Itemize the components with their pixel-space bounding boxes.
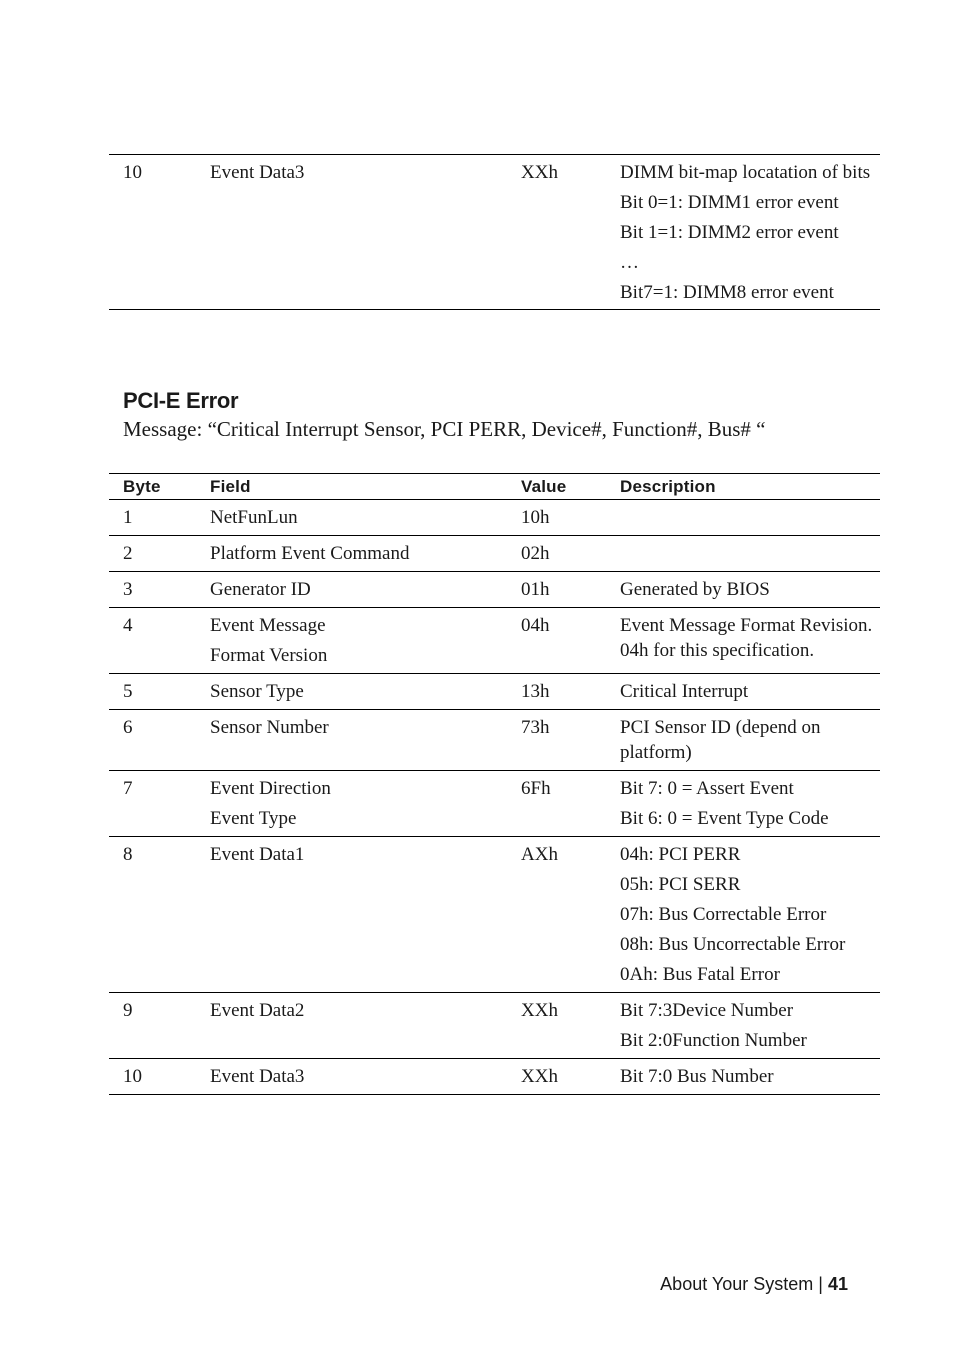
cell-field [210,710,521,771]
cell-field [210,1059,521,1095]
cell-field [210,993,521,1059]
cell-description [620,1059,880,1095]
table-row [109,572,880,608]
field-line: Generator ID [210,579,311,600]
cell-byte: 7 [109,771,210,837]
cell-field [210,771,521,837]
footer-section-name: About Your System [660,1274,814,1294]
description-line: 04h: PCI PERR [620,844,741,865]
cell-value: 02h [521,536,620,572]
field-line: Sensor Type [210,681,304,702]
section-message: Message: “Critical Interrupt Sensor, PCI PERR, Device#, Function#, Bus# “ [123,417,766,441]
cell-byte: 5 [109,674,210,710]
table-header-row [109,474,880,500]
cell-byte: 3 [109,572,210,608]
cell-value: XXh [521,1066,558,1087]
page-number: 41 [827,1274,848,1294]
description-line: PCI Sensor ID (depend on platform) [620,717,821,763]
table-row [109,608,880,674]
description-line: Bit 6: 0 = Event Type Code [620,808,829,829]
cell-field [210,674,521,710]
table-row [109,771,880,837]
table-row [109,536,880,572]
cell-field [210,536,521,572]
description-line: Critical Interrupt [620,681,749,702]
table-row [109,500,880,536]
cell-description [620,710,880,771]
field-line: Sensor Number [210,717,329,738]
pcie-error-table [109,473,880,1095]
field-line: Platform Event Command [210,543,410,564]
description-line: DIMM bit-map locatation of bits [620,162,871,183]
table-row [109,710,880,771]
cell-field [210,837,521,993]
cell-description [620,608,880,674]
description-line: 05h: PCI SERR [620,874,741,895]
footer-separator: | [818,1274,823,1294]
cell-description [620,155,880,310]
description-line: Bit 0=1: DIMM1 error event [620,192,839,213]
cell-value: 10h [521,500,620,536]
cell-description [620,572,880,608]
cell-value: 13h [521,674,620,710]
previous-event-table [109,154,880,310]
description-line: 07h: Bus Correctable Error [620,904,827,925]
description-line: Event Message Format Revision. 04h for this specification. [620,615,873,661]
description-line: Bit7=1: DIMM8 error event [620,282,834,303]
cell-field [210,572,521,608]
table-row [109,1059,880,1095]
cell-byte: 8 [109,837,210,993]
header-value: Value [521,474,620,500]
cell-field [210,500,521,536]
description-line: Bit 7:0 Bus Number [620,1066,774,1087]
cell-value: 73h [521,710,620,771]
cell-byte: 1 [109,500,210,536]
description-line: 0Ah: Bus Fatal Error [620,964,780,985]
description-line: Bit 7: 0 = Assert Event [620,778,794,799]
cell-field [210,608,521,674]
cell-byte: 10 [123,1066,142,1087]
pcie-error-table-body [109,500,880,1095]
description-line: Bit 1=1: DIMM2 error event [620,222,839,243]
description-line: Generated by BIOS [620,579,770,600]
cell-description [620,674,880,710]
field-line: Format Version [210,645,328,666]
cell-description [620,771,880,837]
table-row [109,674,880,710]
table-row [109,837,880,993]
table-row [109,155,880,310]
cell-value: XXh [521,162,558,183]
cell-byte: 2 [109,536,210,572]
cell-byte: 9 [109,993,210,1059]
cell-description [620,500,880,536]
field-line: Event Data1 [210,844,305,865]
cell-byte: 10 [123,162,142,183]
field-line: Event Data2 [210,1000,305,1021]
header-description: Description [620,474,880,500]
field-line: Event Type [210,808,297,829]
cell-description [620,837,880,993]
cell-value: 6Fh [521,771,620,837]
cell-description [620,993,880,1059]
page-footer [660,1272,848,1296]
field-line: Event Direction [210,778,331,799]
header-byte: Byte [109,474,210,500]
cell-byte: 4 [109,608,210,674]
cell-value: AXh [521,837,620,993]
section-title: PCI-E Error [123,388,239,413]
field-line: Event Message [210,615,326,636]
header-field: Field [210,474,521,500]
cell-byte: 6 [109,710,210,771]
cell-value: 04h [521,608,620,674]
cell-value: XXh [521,993,620,1059]
field-line: Event Data3 [210,162,305,183]
cell-field [210,155,521,310]
description-line: Bit 7:3Device Number [620,1000,794,1021]
field-line: Event Data3 [210,1066,305,1087]
table-header [109,474,880,500]
description-line: 08h: Bus Uncorrectable Error [620,934,846,955]
description-line: … [620,252,639,273]
field-line: NetFunLun [210,507,298,528]
description-line: Bit 2:0Function Number [620,1030,807,1051]
previous-event-table-body [109,155,880,310]
cell-value: 01h [521,572,620,608]
cell-description [620,536,880,572]
table-row [109,993,880,1059]
